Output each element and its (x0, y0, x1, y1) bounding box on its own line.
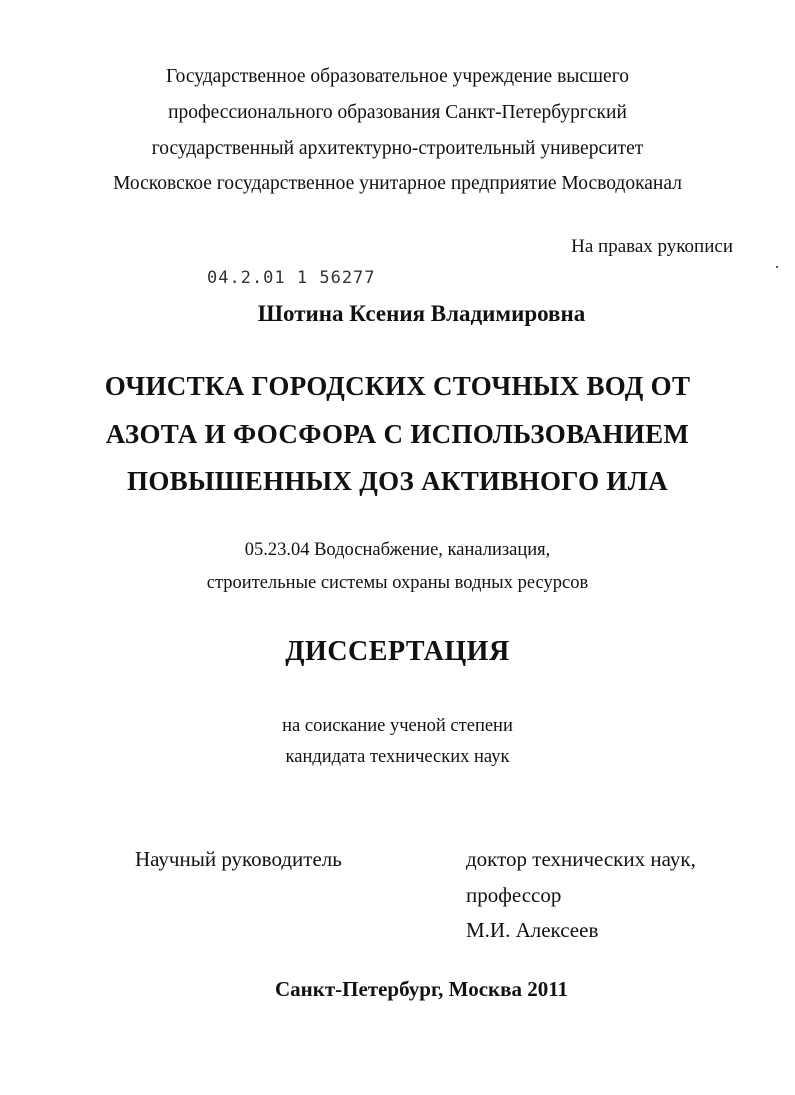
institution-line-2: профессионального образования Санкт-Петербургский (168, 102, 627, 123)
title-line-1: ОЧИСТКА ГОРОДСКИХ СТОЧНЫХ ВОД ОТ (104, 371, 691, 401)
title-line-3: ПОВЫШЕННЫХ ДОЗ АКТИВНОГО ИЛА (127, 466, 668, 496)
specialty-line-1: 05.23.04 Водоснабжение, канализация, (244, 540, 551, 560)
degree-line-1: на соискание ученой степени (282, 716, 513, 736)
scan-speck (776, 266, 778, 268)
supervisor-label: Научный руководитель (135, 847, 342, 871)
supervisor-degree: доктор технических наук, (466, 847, 696, 871)
specialty-line-2: строительные системы охраны водных ресурсов (206, 573, 589, 593)
institution-line-4: Московское государственное унитарное предприятие Мосводоканал (113, 173, 682, 194)
document-type: ДИССЕРТАЦИЯ (285, 636, 510, 667)
supervisor-title: профессор (466, 883, 562, 907)
supervisor-name: М.И. Алексеев (466, 918, 599, 942)
degree-line-2: кандидата технических наук (285, 747, 510, 767)
institution-line-1: Государственное образовательное учреждение высшего (166, 66, 629, 87)
title-line-2: АЗОТА И ФОСФОРА С ИСПОЛЬЗОВАНИЕМ (105, 419, 690, 449)
manuscript-note: На правах рукописи (571, 236, 733, 257)
institution-line-3: государственный архитектурно-строительный университет (151, 138, 644, 159)
author-name: Шотина Ксения Владимировна (257, 301, 586, 326)
city-year: Санкт-Петербург, Москва 2011 (274, 977, 569, 1001)
library-stamp-number: 04.2.01 1 56277 (207, 268, 376, 288)
